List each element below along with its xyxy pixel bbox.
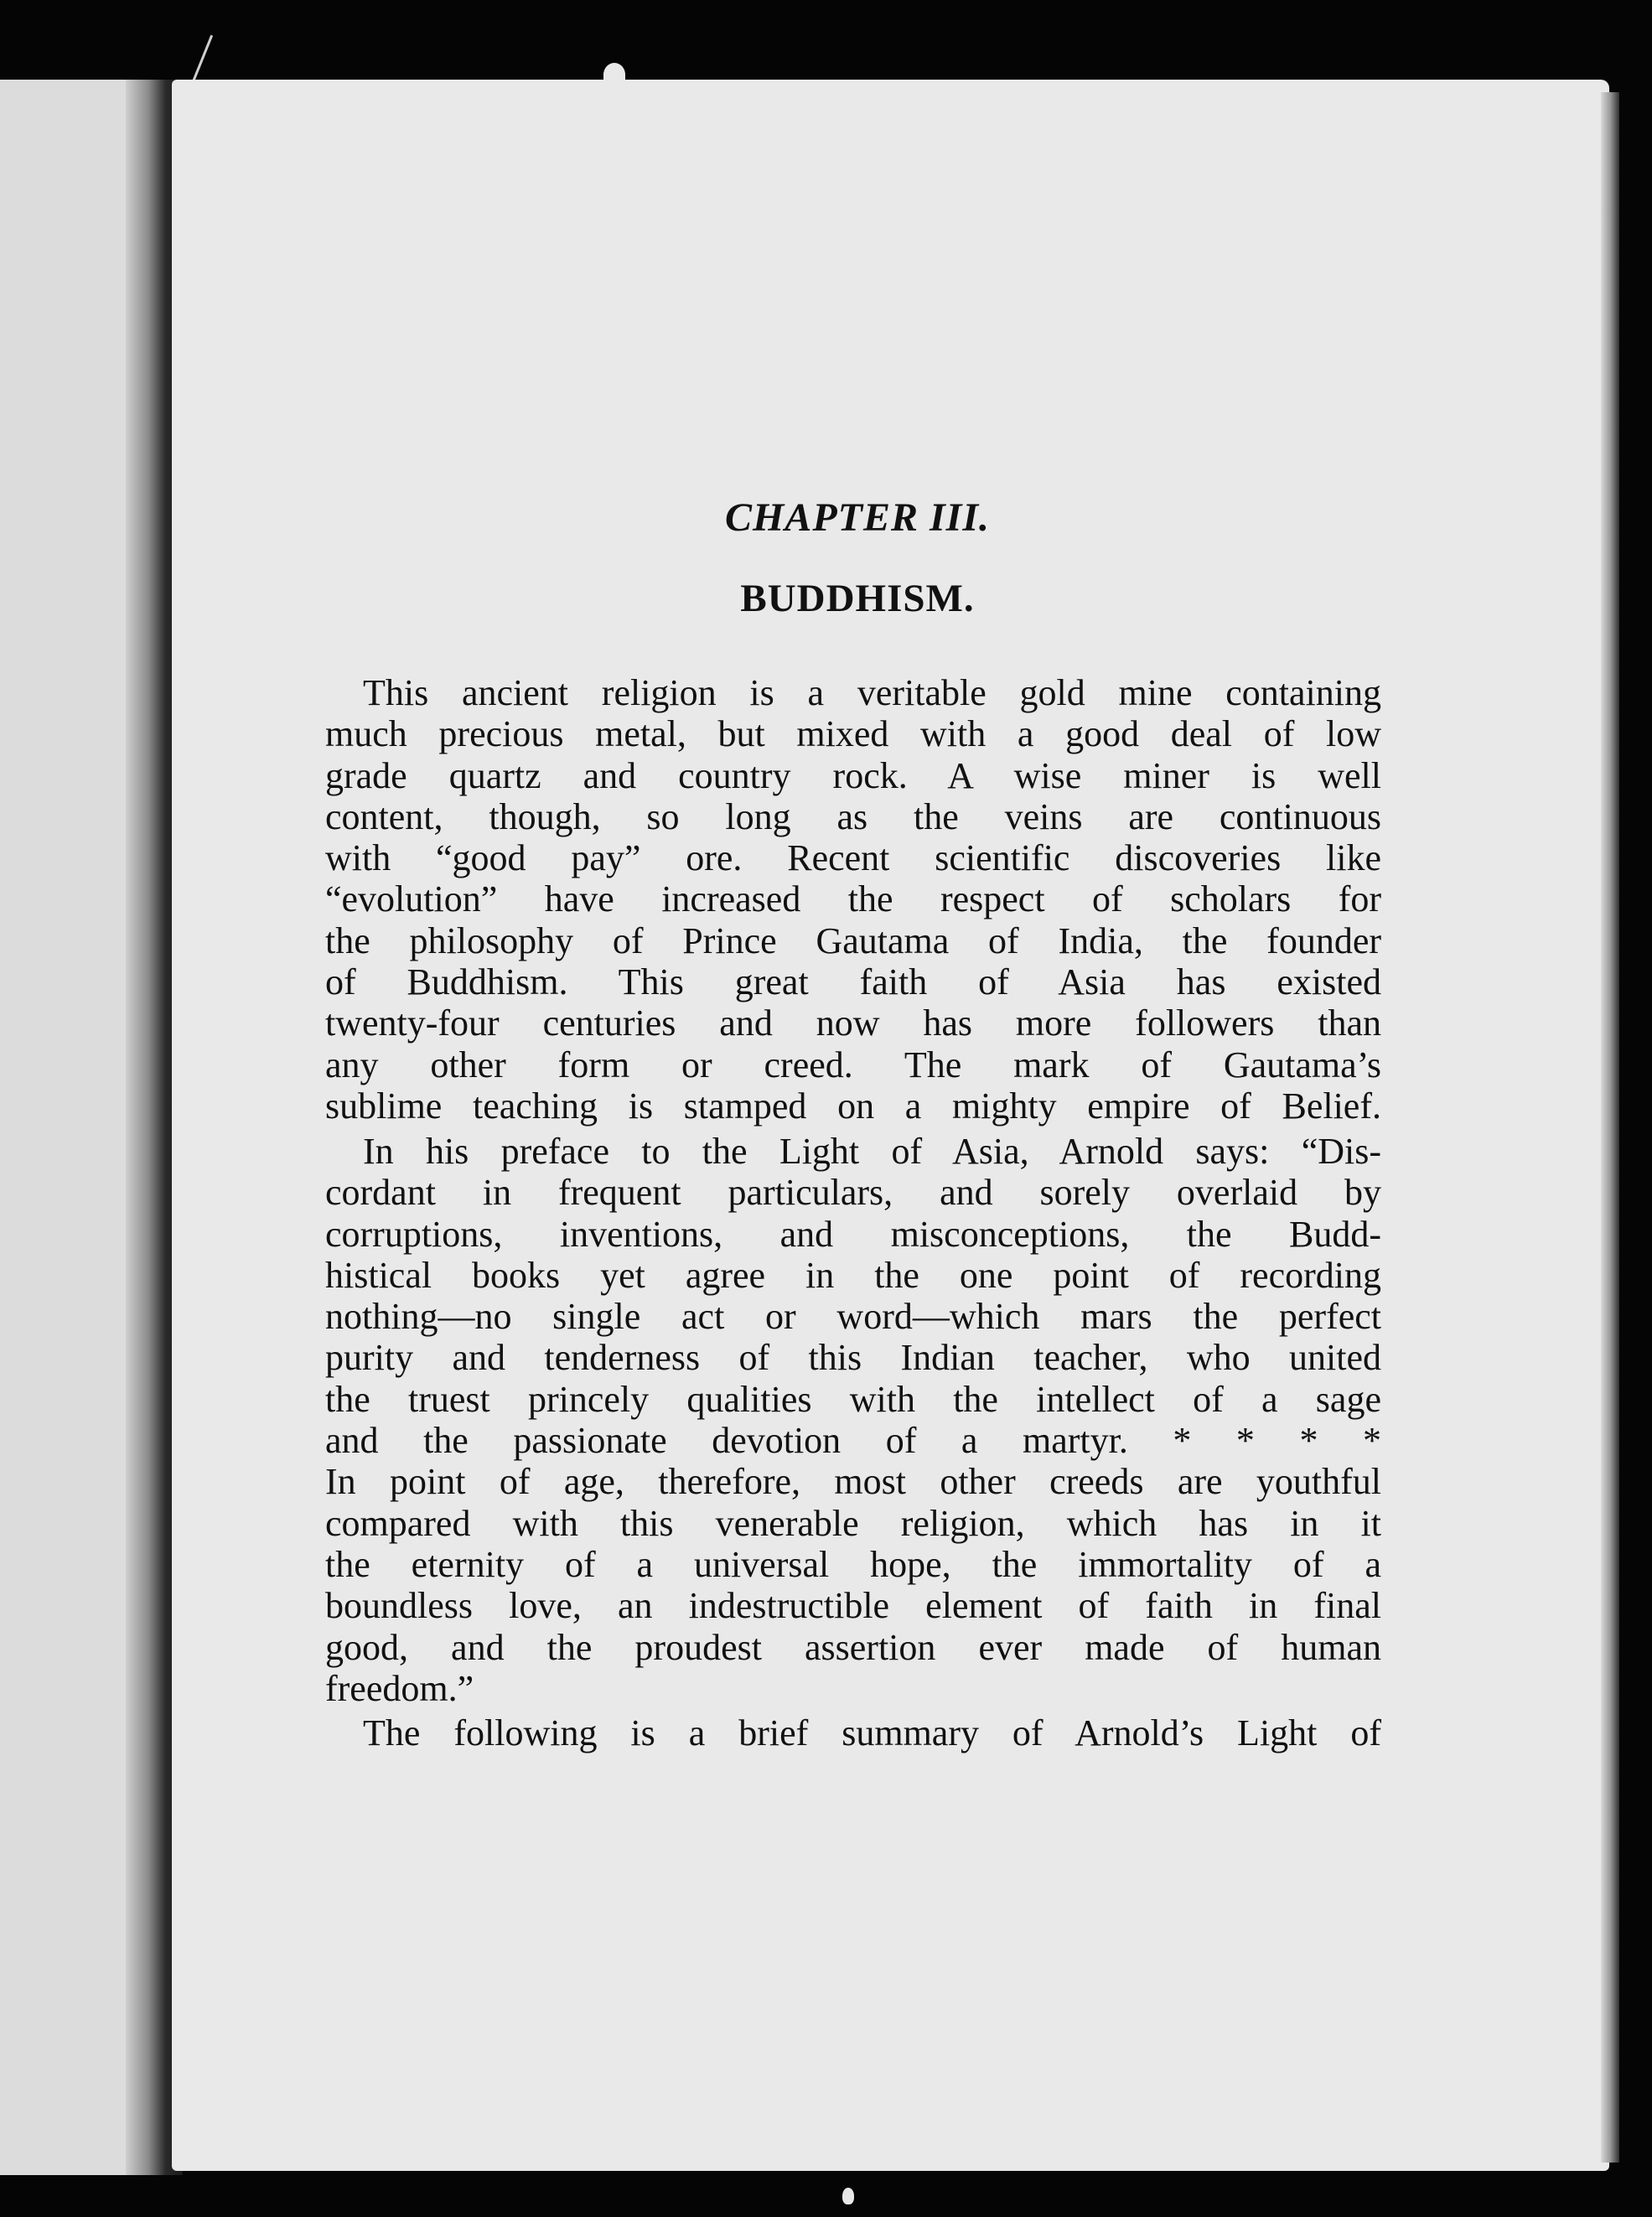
text-line: In his preface to the Light of Asia, Arnold says: “Dis-	[363, 1131, 1381, 1172]
text-line: of Buddhism. This great faith of Asia has existed	[325, 961, 1381, 1003]
scan-artifact	[603, 63, 625, 86]
text-line: boundless love, an indestructible element of faith in final	[325, 1585, 1381, 1627]
text-line: good, and the proudest assertion ever made of human	[325, 1626, 1381, 1668]
text-line: corruptions, inventions, and misconceptions, the Budd-	[325, 1213, 1381, 1255]
text-line: This ancient religion is a veritable gold mine containing	[363, 672, 1381, 713]
text-line: histical books yet agree in the one point of recording	[325, 1254, 1381, 1296]
text-line: the eternity of a universal hope, the immortality of a	[325, 1543, 1381, 1585]
text-line: any other form or creed. The mark of Gautama’s	[325, 1044, 1381, 1085]
page-edge	[1601, 92, 1619, 2163]
text-line: nothing—no single act or word—which mars the perfect	[325, 1296, 1381, 1338]
text-line: In point of age, therefore, most other creeds are youthful	[325, 1461, 1381, 1503]
chapter-heading: CHAPTER III.	[724, 495, 991, 540]
text-line: with “good pay” ore. Recent scientific discoveries like	[325, 837, 1381, 879]
text-line: content, though, so long as the veins are continuous	[325, 795, 1381, 837]
chapter-title: BUDDHISM.	[740, 577, 975, 620]
text-line: The following is a brief summary of Arnold’s Light of	[363, 1712, 1381, 1753]
text-line: twenty-four centuries and now has more followers than	[325, 1002, 1381, 1044]
paragraph	[325, 1131, 1381, 1709]
text-line: much precious metal, but mixed with a good deal of low	[325, 713, 1381, 755]
paragraph	[325, 1712, 1381, 1753]
scan-artifact	[842, 2188, 854, 2204]
text-line: cordant in frequent particulars, and sorely overlaid by	[325, 1172, 1381, 1214]
text-line: “evolution” have increased the respect of scholars for	[325, 878, 1381, 920]
text-line: compared with this venerable religion, which has in it	[325, 1502, 1381, 1544]
text-line: purity and tenderness of this Indian teacher, who united	[325, 1337, 1381, 1379]
text-line: and the passionate devotion of a martyr. * * * *	[325, 1420, 1381, 1462]
text-line: the truest princely qualities with the intellect of a sage	[325, 1378, 1381, 1420]
paragraph	[325, 672, 1381, 1127]
text-line: sublime teaching is stamped on a mighty empire of Belief.	[325, 1085, 1381, 1127]
text-line: grade quartz and country rock. A wise miner is well	[325, 754, 1381, 796]
text-line: the philosophy of Prince Gautama of India, the founder	[325, 919, 1381, 961]
text-line: freedom.”	[325, 1667, 474, 1709]
